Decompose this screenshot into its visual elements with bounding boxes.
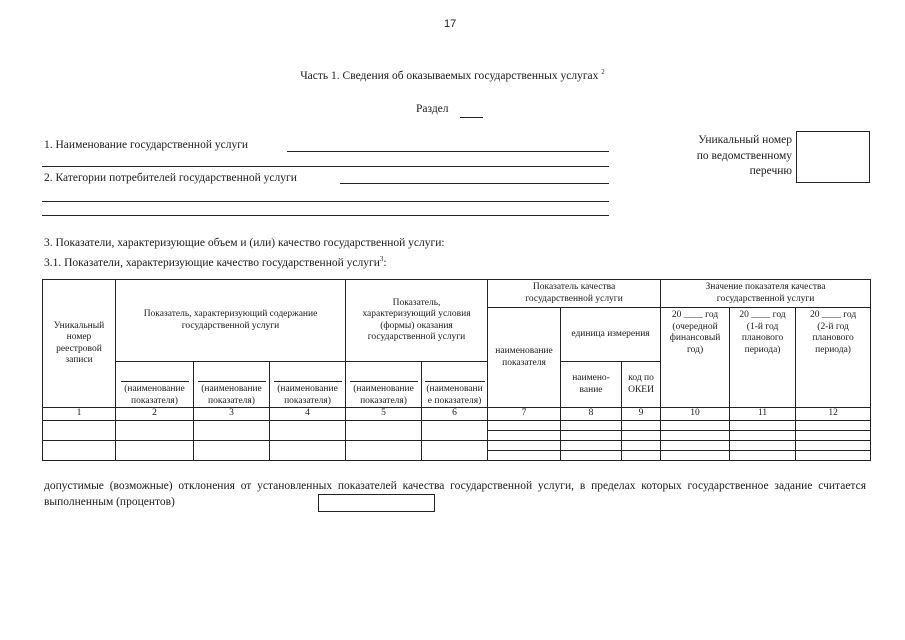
table-cell[interactable]	[661, 450, 730, 460]
subheader-okei-code	[622, 362, 661, 408]
table-row[interactable]	[43, 440, 871, 450]
column-number: 6	[422, 408, 488, 421]
subheader-indicator-name-3	[194, 362, 270, 408]
header-text: (очередной	[672, 321, 718, 332]
table-cell[interactable]	[622, 440, 661, 450]
unique-number-label	[676, 133, 792, 180]
header-text: государственной услуги	[525, 293, 623, 304]
table-cell[interactable]	[730, 440, 796, 450]
table-cell[interactable]	[561, 450, 622, 460]
section31-colon: :	[383, 256, 387, 269]
header-text: показателя)	[284, 395, 331, 406]
header-quality-name	[488, 308, 561, 408]
header-content-indicator	[116, 280, 346, 362]
header-year-2	[730, 308, 796, 408]
field-service-name-input[interactable]	[287, 151, 609, 152]
header-text: показателя)	[131, 395, 178, 406]
header-text: (2-й год	[817, 321, 849, 332]
header-text: е показателя)	[427, 395, 482, 406]
table-cell[interactable]	[43, 420, 116, 440]
subheader-indicator-name-5	[346, 362, 422, 408]
table-cell[interactable]	[488, 450, 561, 460]
header-text: (наименование	[124, 384, 185, 394]
table-cell[interactable]	[796, 430, 871, 440]
header-text: наименование	[495, 346, 553, 356]
table-cell[interactable]	[561, 440, 622, 450]
header-text: государственной услуги	[716, 293, 815, 304]
table-cell[interactable]	[796, 450, 871, 460]
header-text: (наименование	[201, 384, 262, 394]
header-text: (наименование	[277, 384, 338, 394]
column-number-row	[43, 408, 871, 421]
field-consumer-categories-input[interactable]	[340, 183, 609, 184]
table-cell[interactable]	[730, 420, 796, 430]
column-number: 1	[43, 408, 116, 421]
quality-indicators-table	[42, 279, 871, 461]
header-text: записи	[65, 355, 93, 365]
header-text: (наименовани	[426, 384, 483, 394]
table-cell[interactable]	[561, 430, 622, 440]
table-cell[interactable]	[796, 420, 871, 430]
header-unique-record-number	[43, 280, 116, 408]
column-number: 9	[622, 408, 661, 421]
header-text: (наименование	[353, 384, 414, 394]
section31-text: 3.1. Показатели, характеризующие качество государственной услуги	[44, 256, 380, 269]
header-text: Показатель,	[392, 297, 441, 308]
table-cell[interactable]	[622, 430, 661, 440]
header-text: номер	[66, 332, 92, 342]
unique-number-line: Уникальный номер	[698, 134, 792, 146]
header-text: наимено-	[572, 373, 610, 383]
header-text: характеризующий условия	[362, 309, 471, 319]
table-cell[interactable]	[346, 420, 422, 440]
column-number: 4	[270, 408, 346, 421]
unique-number-line: по ведомственному	[696, 149, 792, 162]
header-text: Показатель, характеризующий содержание	[143, 309, 318, 319]
column-number: 11	[730, 408, 796, 421]
header-text: Показатель качества	[532, 282, 616, 292]
table-cell[interactable]	[422, 440, 488, 460]
column-number: 7	[488, 408, 561, 421]
part-title-text: Часть 1. Сведения об оказываемых государственных услугах	[300, 69, 599, 82]
page-number: 17	[444, 18, 457, 30]
header-year-1	[661, 308, 730, 408]
header-text: Значение показателя качества	[705, 282, 826, 292]
field-consumer-categories-continuation-1[interactable]	[42, 201, 609, 202]
header-text: (1-й год	[746, 321, 779, 332]
header-text: (формы) оказания	[380, 320, 453, 331]
table-cell[interactable]	[194, 440, 270, 460]
table-cell[interactable]	[422, 420, 488, 440]
table-cell[interactable]	[561, 420, 622, 430]
column-number: 5	[346, 408, 422, 421]
part-title	[0, 68, 905, 82]
tolerance-percent-box[interactable]	[318, 494, 435, 512]
header-text: 20 ____ год	[739, 310, 786, 320]
table-cell[interactable]	[270, 440, 346, 460]
header-text: финансовый	[669, 333, 721, 343]
table-cell[interactable]	[116, 440, 194, 460]
table-cell[interactable]	[488, 440, 561, 450]
subheader-indicator-name-4	[270, 362, 346, 408]
header-text: планового	[741, 333, 784, 343]
header-text: Уникальный	[53, 320, 105, 331]
header-text: периода)	[744, 344, 781, 355]
header-text: год)	[686, 344, 704, 355]
table-cell[interactable]	[116, 420, 194, 440]
table-cell[interactable]	[346, 440, 422, 460]
header-text: 20 ____ год	[671, 310, 719, 320]
subheader-indicator-name-6	[422, 362, 488, 408]
header-quality-indicator	[488, 280, 661, 308]
table-cell[interactable]	[796, 440, 871, 450]
header-text: государственной услуги	[181, 320, 280, 331]
header-text: государственной услуги	[367, 332, 466, 342]
column-number: 2	[116, 408, 194, 421]
header-conditions-indicator	[346, 280, 488, 362]
table-cell[interactable]	[661, 430, 730, 440]
table-cell[interactable]	[661, 420, 730, 430]
section-number-blank[interactable]	[460, 117, 483, 118]
unique-number-line: перечню	[749, 165, 792, 177]
table-cell[interactable]	[622, 420, 661, 430]
table-row[interactable]	[43, 420, 871, 430]
table-cell[interactable]	[194, 420, 270, 440]
column-number: 3	[194, 408, 270, 421]
table-cell[interactable]	[730, 450, 796, 460]
column-number: 12	[796, 408, 871, 421]
header-text: ОКЕИ	[628, 384, 654, 395]
footnote-mark: 2	[601, 68, 605, 76]
header-text: реестровой	[56, 343, 102, 354]
header-text: код по	[628, 373, 654, 383]
field-service-name-label: 1. Наименование государственной услуги	[44, 139, 249, 151]
header-text: 20 ____ год	[809, 310, 857, 320]
header-text: показателя	[502, 357, 546, 368]
table-cell[interactable]	[730, 430, 796, 440]
field-consumer-categories-label: 2. Категории потребителей государственной услуги	[44, 172, 297, 184]
column-number: 8	[561, 408, 622, 421]
field-consumer-categories-continuation-2[interactable]	[42, 215, 609, 216]
field-service-name-continuation[interactable]	[42, 166, 609, 167]
section-label: Раздел	[416, 103, 449, 115]
tolerance-text: допустимые (возможные) отклонения от установленных показателей качества государственной услуги, в пределах которых государственное задание считается выполненным (процентов)	[44, 480, 866, 508]
table-cell[interactable]	[270, 420, 346, 440]
unique-number-box[interactable]	[796, 131, 870, 183]
section3-heading: 3. Показатели, характеризующие объем и (или) качество государственной услуги:	[44, 237, 445, 249]
table-cell[interactable]	[488, 430, 561, 440]
table-cell[interactable]	[43, 440, 116, 460]
header-text: показателя)	[360, 395, 407, 406]
subheader-unit-name	[561, 362, 622, 408]
header-unit-of-measure: единица измерения	[561, 308, 661, 362]
footnote-mark: 3	[379, 255, 384, 263]
section31-heading	[44, 255, 387, 269]
subheader-indicator-name-2	[116, 362, 194, 408]
header-text: вание	[579, 384, 603, 395]
table-cell[interactable]	[622, 450, 661, 460]
header-year-3	[796, 308, 871, 408]
header-text: периода)	[815, 344, 851, 355]
table-cell[interactable]	[661, 440, 730, 450]
header-text: показателя)	[208, 395, 255, 406]
table-cell[interactable]	[488, 420, 561, 430]
column-number: 10	[661, 408, 730, 421]
header-text: планового	[812, 333, 854, 343]
header-indicator-value	[661, 280, 871, 308]
